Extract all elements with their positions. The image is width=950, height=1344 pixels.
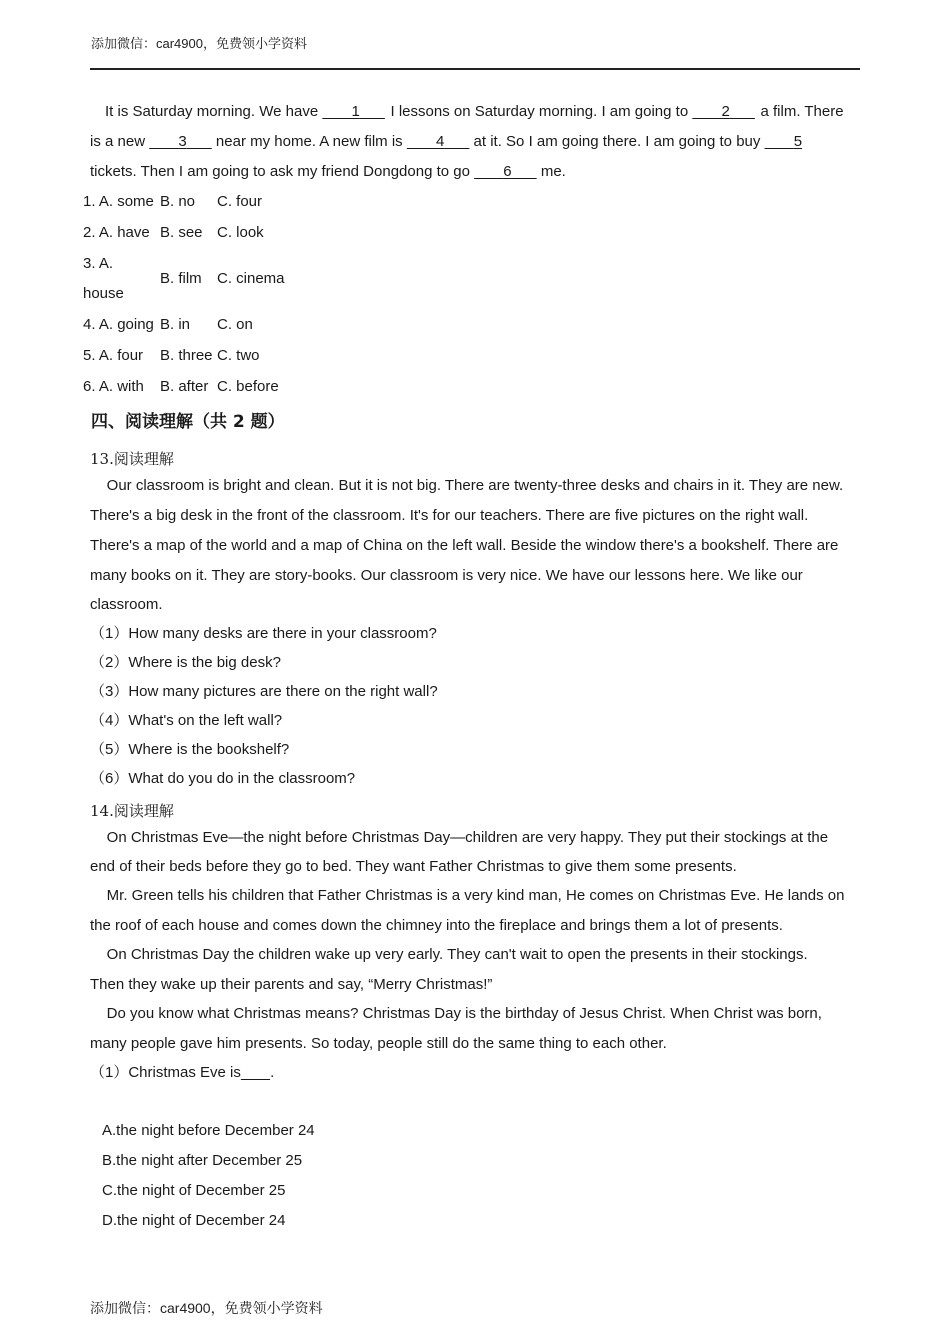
cloze-text: near my home. A new film is <box>211 133 407 150</box>
q14-passage-line: the roof of each house and comes down the chimney into the fireplace and brings them a lot of presents. <box>90 917 783 934</box>
q13-question-2: （2）Where is the big desk? <box>90 654 281 671</box>
q14-passage-line: On Christmas Eve—the night before Christmas Day—children are very happy. They put their stockings at the <box>90 829 829 846</box>
q13-passage-line: many books on it. They are story-books. Our classroom is very nice. We have our lessons here. We like our <box>90 567 803 584</box>
cloze-text: is a new <box>90 133 150 150</box>
q14-question-1 <box>90 1063 274 1083</box>
q14-question-1-suffix: . <box>270 1064 275 1081</box>
q13-question-1: （1）How many desks are there in your classroom? <box>90 625 437 642</box>
q14-passage-line: end of their beds before they go to bed. They want Father Christmas to give them some presents. <box>90 858 737 875</box>
section-title: 四、阅读理解（共 2 题） <box>91 412 285 432</box>
cloze-text: tickets. Then I am going to ask my friend Dongdong to go <box>90 163 475 180</box>
option-2-b: B. see <box>160 224 203 241</box>
cloze-text: a film. There <box>756 103 844 120</box>
cloze-line-3 <box>90 162 566 182</box>
q13-question-3: （3）How many pictures are there on the right wall? <box>90 683 438 700</box>
cloze-text: I lessons on Saturday morning. I am going to <box>386 103 693 120</box>
q14-passage-line: Then they wake up their parents and say, “Merry Christmas!” <box>90 976 493 993</box>
blank-6: 6 <box>503 163 512 180</box>
option-1-c: C. four <box>217 193 263 210</box>
option-6-c: C. before <box>217 378 279 395</box>
option-1-b: B. no <box>160 193 196 210</box>
header-divider <box>90 68 860 70</box>
blank-4: 4 <box>436 133 445 150</box>
q14-passage-line: On Christmas Day the children wake up very early. They can't wait to open the presents in their stockings. <box>90 946 808 963</box>
q13-question-5: （5）Where is the bookshelf? <box>90 741 290 758</box>
question-13-label: 13.阅读理解 <box>90 450 174 468</box>
option-3-a: 3. A. <box>83 255 114 272</box>
page-footer: 添加微信：car4900，免费领小学资料 <box>90 1300 323 1316</box>
option-4-c: C. on <box>217 316 253 333</box>
q14-passage-line: Mr. Green tells his children that Father Christmas is a very kind man, He comes on Christmas Eve. He lands on <box>90 887 845 904</box>
question-14-label: 14.阅读理解 <box>90 802 174 820</box>
option-1-a: 1. A. some <box>83 193 154 210</box>
option-3-a-cont: house <box>83 285 124 302</box>
option-4-a: 4. A. going <box>83 316 154 333</box>
q14-choice-a: A.the night before December 24 <box>102 1122 315 1139</box>
q13-passage-line: There's a map of the world and a map of China on the left wall. Beside the window there's a bookshelf. There are <box>90 537 839 554</box>
q13-question-4: （4）What's on the left wall? <box>90 712 283 729</box>
cloze-line-1 <box>105 102 844 122</box>
option-5-a: 5. A. four <box>83 347 144 364</box>
option-5-c: C. two <box>217 347 260 364</box>
q14-passage-line: many people gave him presents. So today, people still do the same thing to each other. <box>90 1035 667 1052</box>
cloze-line-2 <box>90 132 802 152</box>
option-3-c: C. cinema <box>217 270 285 287</box>
option-5-b: B. three <box>160 347 213 364</box>
q13-question-6: （6）What do you do in the classroom? <box>90 770 356 787</box>
option-2-a: 2. A. have <box>83 224 150 241</box>
cloze-text: at it. So I am going there. I am going to buy <box>469 133 765 150</box>
q13-passage-line: Our classroom is bright and clean. But it is not big. There are twenty-three desks and chairs in it. They are new. <box>90 477 844 494</box>
option-6-a: 6. A. with <box>83 378 144 395</box>
option-4-b: B. in <box>160 316 191 333</box>
cloze-text: me. <box>536 163 566 180</box>
q14-choice-d: D.the night of December 24 <box>102 1212 286 1229</box>
blank-2: 2 <box>721 103 730 120</box>
blank-3: 3 <box>178 133 187 150</box>
q14-choice-b: B.the night after December 25 <box>102 1152 303 1169</box>
option-2-c: C. look <box>217 224 264 241</box>
q14-question-1-text: （1）Christmas Eve is <box>90 1064 241 1081</box>
blank-5: 5 <box>793 133 803 150</box>
option-3-b: B. film <box>160 270 202 287</box>
q14-passage-line: Do you know what Christmas means? Christmas Day is the birthday of Jesus Christ. When Christ was born, <box>90 1005 822 1022</box>
q13-passage-line: There's a big desk in the front of the classroom. It's for our teachers. There are five pictures on the right wall. <box>90 507 809 524</box>
option-6-b: B. after <box>160 378 209 395</box>
page-header: 添加微信：car4900，免费领小学资料 <box>91 36 307 51</box>
blank-1: 1 <box>351 103 360 120</box>
q14-answer-blank <box>241 1063 270 1083</box>
cloze-text: It is Saturday morning. We have <box>105 103 323 120</box>
q14-choice-c: C.the night of December 25 <box>102 1182 286 1199</box>
q13-passage-line: classroom. <box>90 596 163 613</box>
